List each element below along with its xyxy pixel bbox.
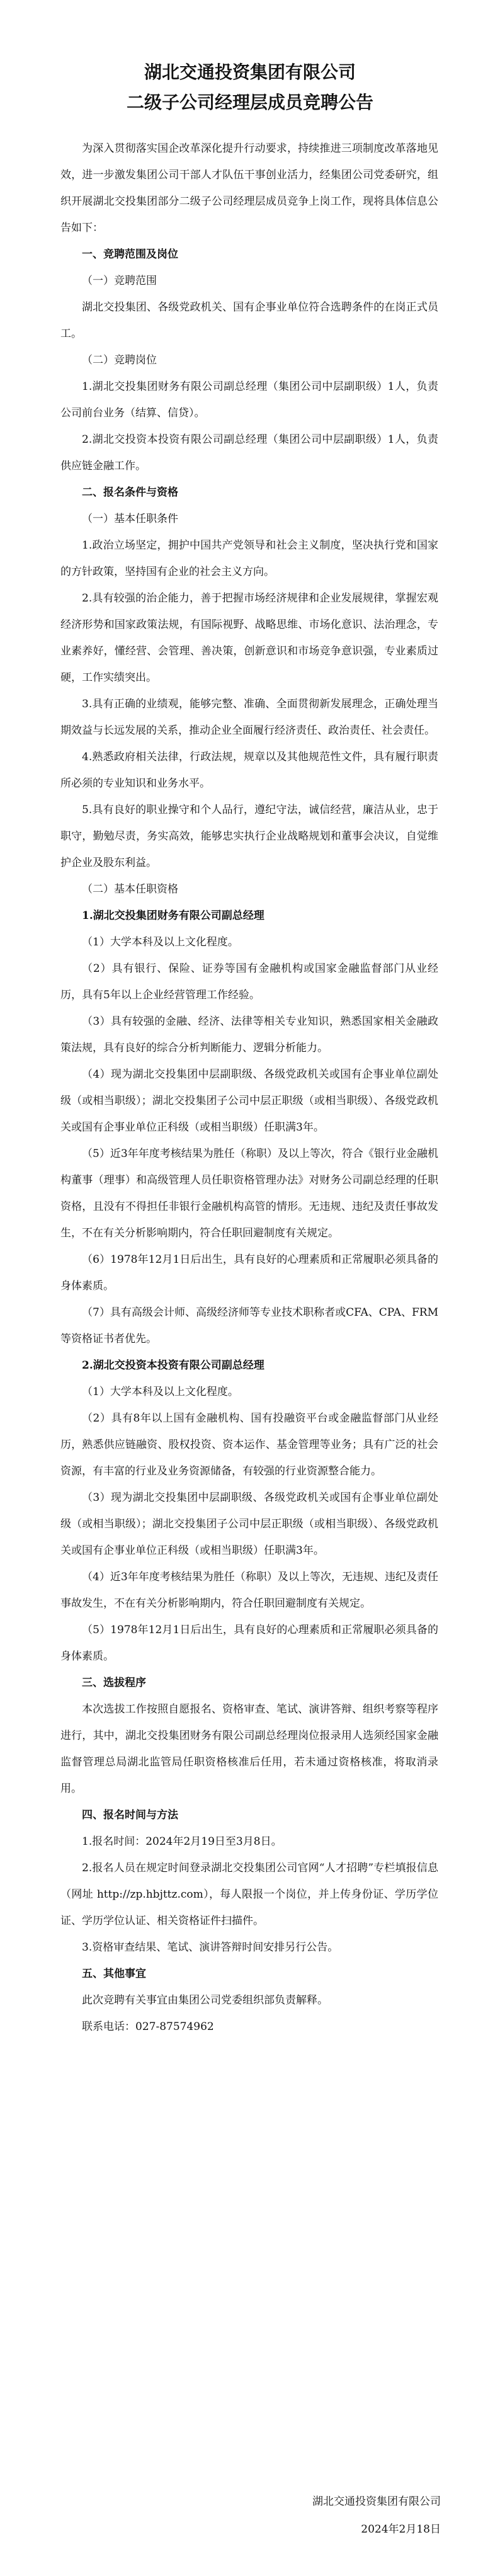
paragraph: 此次竞聘有关事宜由集团公司党委组织部负责解释。 xyxy=(82,1994,328,2007)
contact-phone: 联系电话：027-87574962 xyxy=(82,2020,214,2033)
subsection-heading: （二）基本任职资格 xyxy=(82,883,178,896)
intro-paragraph: 为深入贯彻落实国企改革深化提升行动要求，持续推进三项制度改革落地见效，进一步激发集团公司干部人才队伍干事创业活力，经集团公司党委研究，组织开展湖北交投集团部分二级子公司经理层成员竞争上岗工作，现将具体信息公告如下： xyxy=(60,142,438,234)
paragraph: 1.报名时间：2024年2月19日至3月8日。 xyxy=(82,1835,282,1848)
subsection-heading: （二）竞聘岗位 xyxy=(82,354,157,367)
paragraph: 2.湖北交投资本投资有限公司副总经理（集团公司中层副职级）1人，负责供应链金融工作。 xyxy=(60,433,438,472)
signature-organization: 湖北交通投资集团有限公司 xyxy=(312,2495,441,2508)
list-item: （2）具有8年以上国有金融机构、国有投融资平台或金融监督部门从业经历，熟悉供应链融资、股权投资、资本运作、基金管理等业务；具有广泛的社会资源，有丰富的行业及业务资源储备，有较强的行业资源整合能力。 xyxy=(60,1412,438,1478)
list-item: （5）近3年年度考核结果为胜任（称职）及以上等次，符合《银行业金融机构董事（理事）和高级管理人员任职资格管理办法》对财务公司副总经理的任职资格，且没有不得担任非银行金融机构高管的情形。无违规、违纪及责任事故发生，不在有关分析影响期内，符合任职回避制度有关规定。 xyxy=(60,1148,438,1240)
list-item: （7）具有高级会计师、高级经济师等专业技术职称者或CFA、CPA、FRM等资格证书者优先。 xyxy=(60,1306,438,1345)
list-item: （4）现为湖北交投集团中层副职级、各级党政机关或国有企事业单位副处级（或相当职级）；湖北交投集团子公司中层正职级（或相当职级）、各级党政机关或国有企事业单位正科级（或相当职级）任职满3年。 xyxy=(60,1068,438,1134)
subsection-heading: （一）竞聘范围 xyxy=(82,275,157,287)
paragraph: 本次选拔工作按照自愿报名、资格审查、笔试、演讲答辩、组织考察等程序进行，其中，湖北交投集团财务有限公司副总经理岗位报录用人选须经国家金融监督管理总局湖北监管局任职资格核准后任用，若未通过资格核准，将取消录用。 xyxy=(60,1703,438,1795)
announcement-body xyxy=(60,135,438,2040)
list-item: （3）现为湖北交投集团中层副职级、各级党政机关或国有企事业单位副处级（或相当职级）；湖北交投集团子公司中层正职级（或相当职级）、各级党政机关或国有企事业单位正科级（或相当职级）任职满3年。 xyxy=(60,1491,438,1557)
paragraph: 2.报名人员在规定时间登录湖北交投集团公司官网“人才招聘”专栏填报信息（网址 http://zp.hbjttz.com），每人限报一个岗位，并上传身份证、学历学位证、学历学位认证、相关资格证件扫描件。 xyxy=(60,1862,438,1927)
list-item: （1）大学本科及以上文化程度。 xyxy=(82,1386,239,1398)
list-item: （3）具有较强的金融、经济、法律等相关专业知识，熟悉国家相关金融政策法规，具有良好的综合分析判断能力、逻辑分析能力。 xyxy=(60,1015,438,1054)
list-item: （1）大学本科及以上文化程度。 xyxy=(82,936,239,949)
list-item: 3.具有正确的业绩观，能够完整、准确、全面贯彻新发展理念，正确处理当期效益与长远发展的关系，推动企业全面履行经济责任、政治责任、社会责任。 xyxy=(60,698,438,737)
position-heading: 2.湖北交投资本投资有限公司副总经理 xyxy=(82,1359,264,1372)
list-item: 1.政治立场坚定，拥护中国共产党领导和社会主义制度，坚决执行党和国家的方针政策，坚持国有企业的社会主义方向。 xyxy=(60,539,438,578)
position-heading: 1.湖北交投集团财务有限公司副总经理 xyxy=(82,909,264,922)
section-heading: 三、选拔程序 xyxy=(82,1677,146,1689)
list-item: （2）具有银行、保险、证券等国有金融机构或国家金融监督部门从业经历，具有5年以上企业经营管理工作经验。 xyxy=(60,962,438,1001)
subsection-heading: （一）基本任职条件 xyxy=(82,513,178,525)
list-item: （4）近3年年度考核结果为胜任（称职）及以上等次，无违规、违纪及责任事故发生，不在有关分析影响期内，符合任职回避制度有关规定。 xyxy=(60,1571,438,1610)
announcement-title-line2: 二级子公司经理层成员竞聘公告 xyxy=(126,92,373,113)
paragraph: 湖北交投集团、各级党政机关、国有企事业单位符合选聘条件的在岗正式员工。 xyxy=(60,301,438,340)
paragraph: 1.湖北交投集团财务有限公司副总经理（集团公司中层副职级）1人，负责公司前台业务（结算、信贷）。 xyxy=(60,380,438,419)
section-heading: 四、报名时间与方法 xyxy=(82,1809,178,1821)
section-heading: 五、其他事宜 xyxy=(82,1968,146,1980)
announcement-title-line1: 湖北交通投资集团有限公司 xyxy=(144,62,356,83)
section-heading: 一、竞聘范围及岗位 xyxy=(82,248,178,261)
section-heading: 二、报名条件与资格 xyxy=(82,486,178,499)
list-item: 4.熟悉政府相关法律，行政法规，规章以及其他规范性文件，具有履行职责所必须的专业知识和业务水平。 xyxy=(60,751,438,790)
list-item: 5.具有良好的职业操守和个人品行，遵纪守法，诚信经营，廉洁从业，忠于职守，勤勉尽责，务实高效，能够忠实执行企业战略规划和董事会决议，自觉维护企业及股东利益。 xyxy=(60,804,438,869)
list-item: （5）1978年12月1日后出生，具有良好的心理素质和正常履职必须具备的身体素质。 xyxy=(60,1624,438,1663)
list-item: 2.具有较强的治企能力，善于把握市场经济规律和企业发展规律，掌握宏观经济形势和国家政策法规，有国际视野、战略思维、市场化意识、法治理念，专业素养好，懂经营、会管理、善决策，创新意识和市场竞争意识强，专业素质过硬，工作实绩突出。 xyxy=(60,592,438,684)
paragraph: 3.资格审查结果、笔试、演讲答辩时间安排另行公告。 xyxy=(82,1941,339,1954)
list-item: （6）1978年12月1日后出生，具有良好的心理素质和正常履职必须具备的身体素质。 xyxy=(60,1253,438,1292)
signature-date: 2024年2月18日 xyxy=(361,2523,441,2536)
